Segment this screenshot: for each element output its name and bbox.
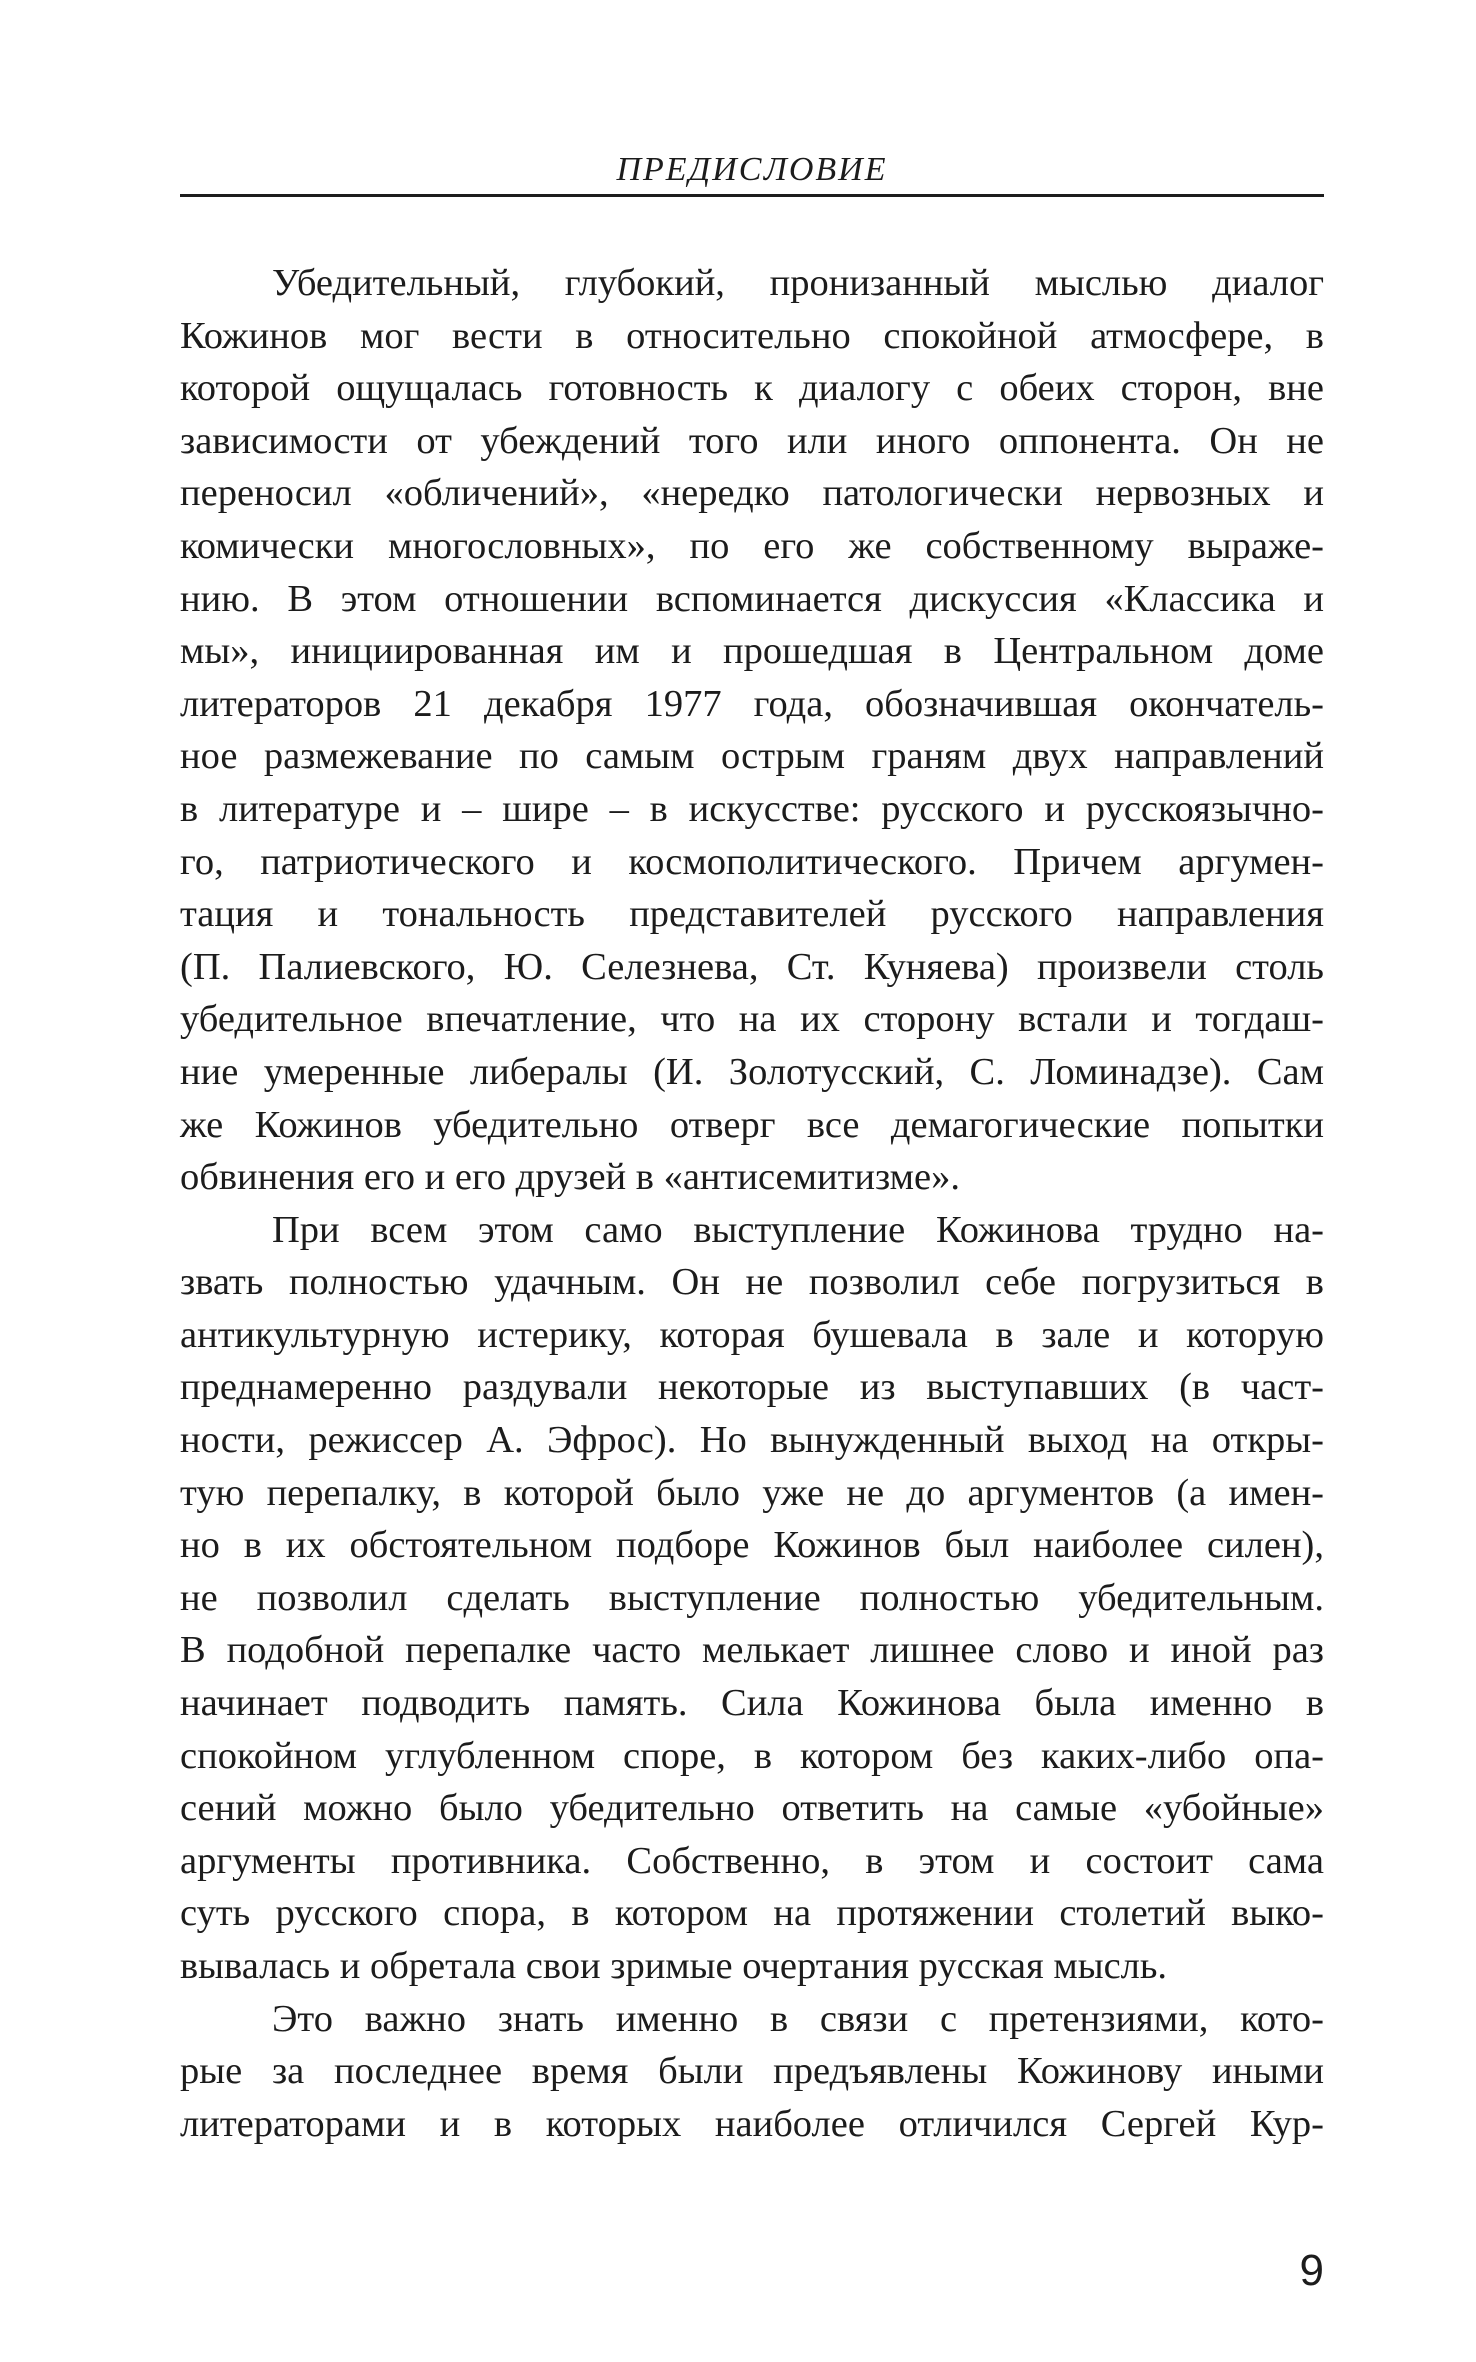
text-line: которой ощущалась готовность к диалогу с обеих сторон, вне [180,367,1324,410]
text-line: Убедительный, глубокий, пронизанный мыслью диалог [272,262,1324,304]
text-line: же Кожинов убедительно отверг все демагогические попытки [180,1103,1324,1146]
text-line: (П. Палиевского, Ю. Селезнева, Ст. Куняева) произвели столь [180,945,1324,988]
text-line: ние умеренные либералы (И. Золотусский, С. Ломинадзе). Сам [180,1050,1324,1093]
text-line: в литературе и – шире – в искусстве: русского и русскоязычно- [180,787,1324,830]
text-line: ности, режиссер А. Эфрос). Но вынужденный выход на откры- [180,1419,1324,1462]
text-line: не позволил сделать выступление полностью убедительным. [180,1576,1324,1619]
text-line: зависимости от убеждений того или иного оппонента. Он не [180,419,1324,462]
text-line: обвинения его и его друзей в «антисемитизме». [180,1156,960,1199]
text-line: тация и тональность представителей русского направления [180,893,1324,936]
text-line: Кожинов мог вести в относительно спокойной атмосфере, в [180,314,1324,357]
text-line: При всем этом само выступление Кожинова трудно на- [272,1208,1324,1251]
text-line: го, патриотического и космополитического. Причем аргумен- [180,840,1324,883]
text-line: Это важно знать именно в связи с претензиями, кото- [272,1997,1324,2040]
text-line: переносил «обличений», «нередко патологически нервозных и [180,472,1324,515]
text-line: тую перепалку, в которой было уже не до аргументов (а имен- [180,1471,1324,1514]
text-line: звать полностью удачным. Он не позволил себе погрузиться в [180,1261,1324,1304]
text-line: преднамеренно раздували некоторые из выступавших (в част- [180,1366,1324,1409]
text-line: мы», инициированная им и прошедшая в Центральном доме [180,630,1324,673]
paragraph-2 [180,1204,1324,1993]
text-line: литераторов 21 декабря 1977 года, обозначившая окончатель- [180,682,1324,725]
text-line: суть русского спора, в котором на протяжении столетий выко- [180,1892,1324,1935]
text-line: начинает подводить память. Сила Кожинова была именно в [180,1682,1324,1725]
text-line: нию. В этом отношении вспоминается дискуссия «Классика и [180,577,1324,620]
text-line: В подобной перепалке часто мелькает лишнее слово и иной раз [180,1629,1324,1672]
text-line: убедительное впечатление, что на их сторону встали и тогдаш- [180,998,1324,1041]
text-line: литераторами и в которых наиболее отличился Сергей Кур- [180,2102,1324,2145]
text-line: рые за последнее время были предъявлены Кожинову иными [180,2050,1324,2093]
text-line: аргументы противника. Собственно, в этом и состоит сама [180,1839,1324,1882]
text-line: но в их обстоятельном подборе Кожинов был наиболее силен), [180,1524,1324,1567]
running-title: ПРЕДИСЛОВИЕ [616,151,888,188]
text-line: спокойном углубленном споре, в котором без каких-либо опа- [180,1734,1324,1777]
paragraph-1 [180,257,1324,1204]
header-rule [180,194,1324,197]
paragraph-3 [180,1993,1324,2151]
page-number: 9 [1299,2246,1324,2295]
body-text [180,257,1324,2150]
text-line: антикультурную истерику, которая бушевала в зале и которую [180,1313,1324,1356]
text-line: ное размежевание по самым острым граням двух направлений [180,735,1324,778]
text-line: комически многословных», по его же собственному выраже- [180,524,1324,567]
text-line: вывалась и обретала свои зримые очертания русская мысль. [180,1945,1168,1987]
text-line: сений можно было убедительно ответить на самые «убойные» [180,1787,1324,1830]
